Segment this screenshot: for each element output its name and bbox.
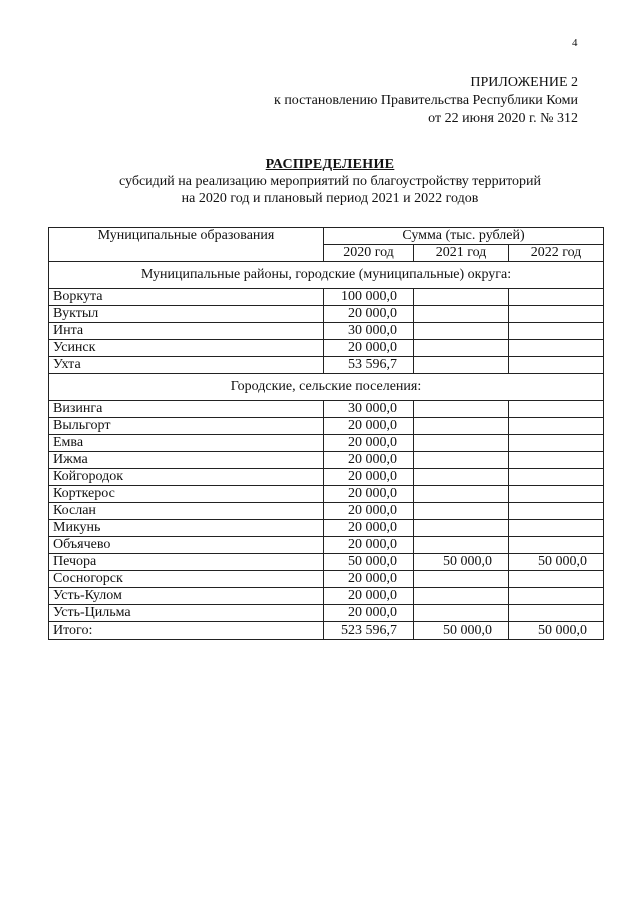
- row-value-2021: [414, 520, 509, 537]
- row-value-2022: [509, 588, 604, 605]
- row-value-2022: [509, 537, 604, 554]
- table-row: [49, 554, 604, 571]
- header-year-2021: 2021 год: [414, 245, 509, 262]
- row-value-2021: 50 000,0: [414, 554, 509, 571]
- row-name: Койгородок: [49, 469, 324, 486]
- row-name: Микунь: [49, 520, 324, 537]
- row-value-2021: [414, 418, 509, 435]
- header-row: [49, 228, 604, 245]
- table-row: [49, 435, 604, 452]
- row-value-2022: [509, 401, 604, 418]
- row-name: Объячево: [49, 537, 324, 554]
- row-value-2021: [414, 435, 509, 452]
- row-name: Ухта: [49, 357, 324, 374]
- row-value-2020: 20 000,0: [324, 469, 414, 486]
- appendix-header: [274, 74, 578, 128]
- row-value-2020: 20 000,0: [324, 306, 414, 323]
- document-title: [0, 156, 640, 207]
- row-value-2020: 100 000,0: [324, 289, 414, 306]
- row-name: Усинск: [49, 340, 324, 357]
- row-value-2022: [509, 571, 604, 588]
- title-heading: РАСПРЕДЕЛЕНИЕ: [265, 157, 395, 172]
- table-row: [49, 401, 604, 418]
- row-value-2021: [414, 323, 509, 340]
- total-value-2022: 50 000,0: [509, 622, 604, 640]
- row-value-2022: [509, 520, 604, 537]
- total-value-2021: 50 000,0: [414, 622, 509, 640]
- section-row: [49, 262, 604, 289]
- row-value-2021: [414, 503, 509, 520]
- row-value-2022: 50 000,0: [509, 554, 604, 571]
- row-value-2020: 20 000,0: [324, 588, 414, 605]
- row-value-2021: [414, 486, 509, 503]
- table-row: [49, 537, 604, 554]
- row-name: Сосногорск: [49, 571, 324, 588]
- row-value-2020: 20 000,0: [324, 452, 414, 469]
- title-line-1: субсидий на реализацию мероприятий по благоустройству территорий: [118, 174, 541, 189]
- row-name: Воркута: [49, 289, 324, 306]
- table-row: [49, 588, 604, 605]
- row-value-2021: [414, 605, 509, 622]
- row-value-2021: [414, 401, 509, 418]
- row-name: Ижма: [49, 452, 324, 469]
- total-value-2020: 523 596,7: [324, 622, 414, 640]
- row-value-2022: [509, 469, 604, 486]
- table-row: [49, 503, 604, 520]
- table-row: [49, 357, 604, 374]
- row-value-2022: [509, 357, 604, 374]
- header-municipalities: Муниципальные образования: [49, 228, 324, 262]
- row-name: Усть-Кулом: [49, 588, 324, 605]
- row-value-2020: 53 596,7: [324, 357, 414, 374]
- row-value-2022: [509, 289, 604, 306]
- table-row: [49, 605, 604, 622]
- section-title-settlements: Городские, сельские поселения:: [49, 374, 604, 401]
- row-value-2022: [509, 486, 604, 503]
- row-value-2021: [414, 340, 509, 357]
- header-year-2022: 2022 год: [509, 245, 604, 262]
- row-value-2020: 20 000,0: [324, 503, 414, 520]
- row-value-2020: 20 000,0: [324, 418, 414, 435]
- row-value-2022: [509, 418, 604, 435]
- title-line-2: на 2020 год и плановый период 2021 и 2022 годов: [181, 191, 479, 206]
- row-value-2022: [509, 605, 604, 622]
- row-value-2020: 20 000,0: [324, 486, 414, 503]
- total-label: Итого:: [49, 622, 324, 640]
- row-value-2022: [509, 306, 604, 323]
- appendix-reference: к постановлению Правительства Республики Коми: [274, 93, 578, 108]
- table-row: [49, 486, 604, 503]
- row-name: Кослан: [49, 503, 324, 520]
- row-value-2020: 30 000,0: [324, 323, 414, 340]
- row-name: Инта: [49, 323, 324, 340]
- table-row: [49, 289, 604, 306]
- row-value-2021: [414, 289, 509, 306]
- distribution-table: [48, 227, 604, 640]
- row-value-2021: [414, 588, 509, 605]
- appendix-title: ПРИЛОЖЕНИЕ 2: [470, 75, 578, 90]
- table-row: [49, 306, 604, 323]
- row-value-2021: [414, 452, 509, 469]
- table-row: [49, 323, 604, 340]
- table-row: [49, 520, 604, 537]
- row-value-2022: [509, 323, 604, 340]
- row-value-2020: 20 000,0: [324, 340, 414, 357]
- row-value-2021: [414, 306, 509, 323]
- row-name: Корткерос: [49, 486, 324, 503]
- header-year-2020: 2020 год: [324, 245, 414, 262]
- section-title-districts: Муниципальные районы, городские (муниципальные) округа:: [49, 262, 604, 289]
- row-value-2020: 20 000,0: [324, 435, 414, 452]
- row-name: Визинга: [49, 401, 324, 418]
- table-row: [49, 452, 604, 469]
- table-row: [49, 340, 604, 357]
- total-row: [49, 622, 604, 640]
- row-value-2021: [414, 571, 509, 588]
- row-name: Выльгорт: [49, 418, 324, 435]
- row-value-2020: 50 000,0: [324, 554, 414, 571]
- table-row: [49, 418, 604, 435]
- table-row: [49, 469, 604, 486]
- row-value-2020: 20 000,0: [324, 520, 414, 537]
- row-value-2021: [414, 357, 509, 374]
- row-value-2020: 20 000,0: [324, 537, 414, 554]
- row-value-2021: [414, 469, 509, 486]
- row-value-2022: [509, 435, 604, 452]
- section-row: [49, 374, 604, 401]
- row-name: Печора: [49, 554, 324, 571]
- table-row: [49, 571, 604, 588]
- row-name: Емва: [49, 435, 324, 452]
- row-value-2020: 20 000,0: [324, 605, 414, 622]
- row-value-2020: 20 000,0: [324, 571, 414, 588]
- row-value-2022: [509, 340, 604, 357]
- row-value-2021: [414, 537, 509, 554]
- row-value-2020: 30 000,0: [324, 401, 414, 418]
- row-value-2022: [509, 452, 604, 469]
- appendix-date: от 22 июня 2020 г. № 312: [428, 111, 578, 126]
- row-name: Вуктыл: [49, 306, 324, 323]
- row-name: Усть-Цильма: [49, 605, 324, 622]
- row-value-2022: [509, 503, 604, 520]
- header-sum: Сумма (тыс. рублей): [324, 228, 604, 245]
- page-number: 4: [572, 37, 578, 49]
